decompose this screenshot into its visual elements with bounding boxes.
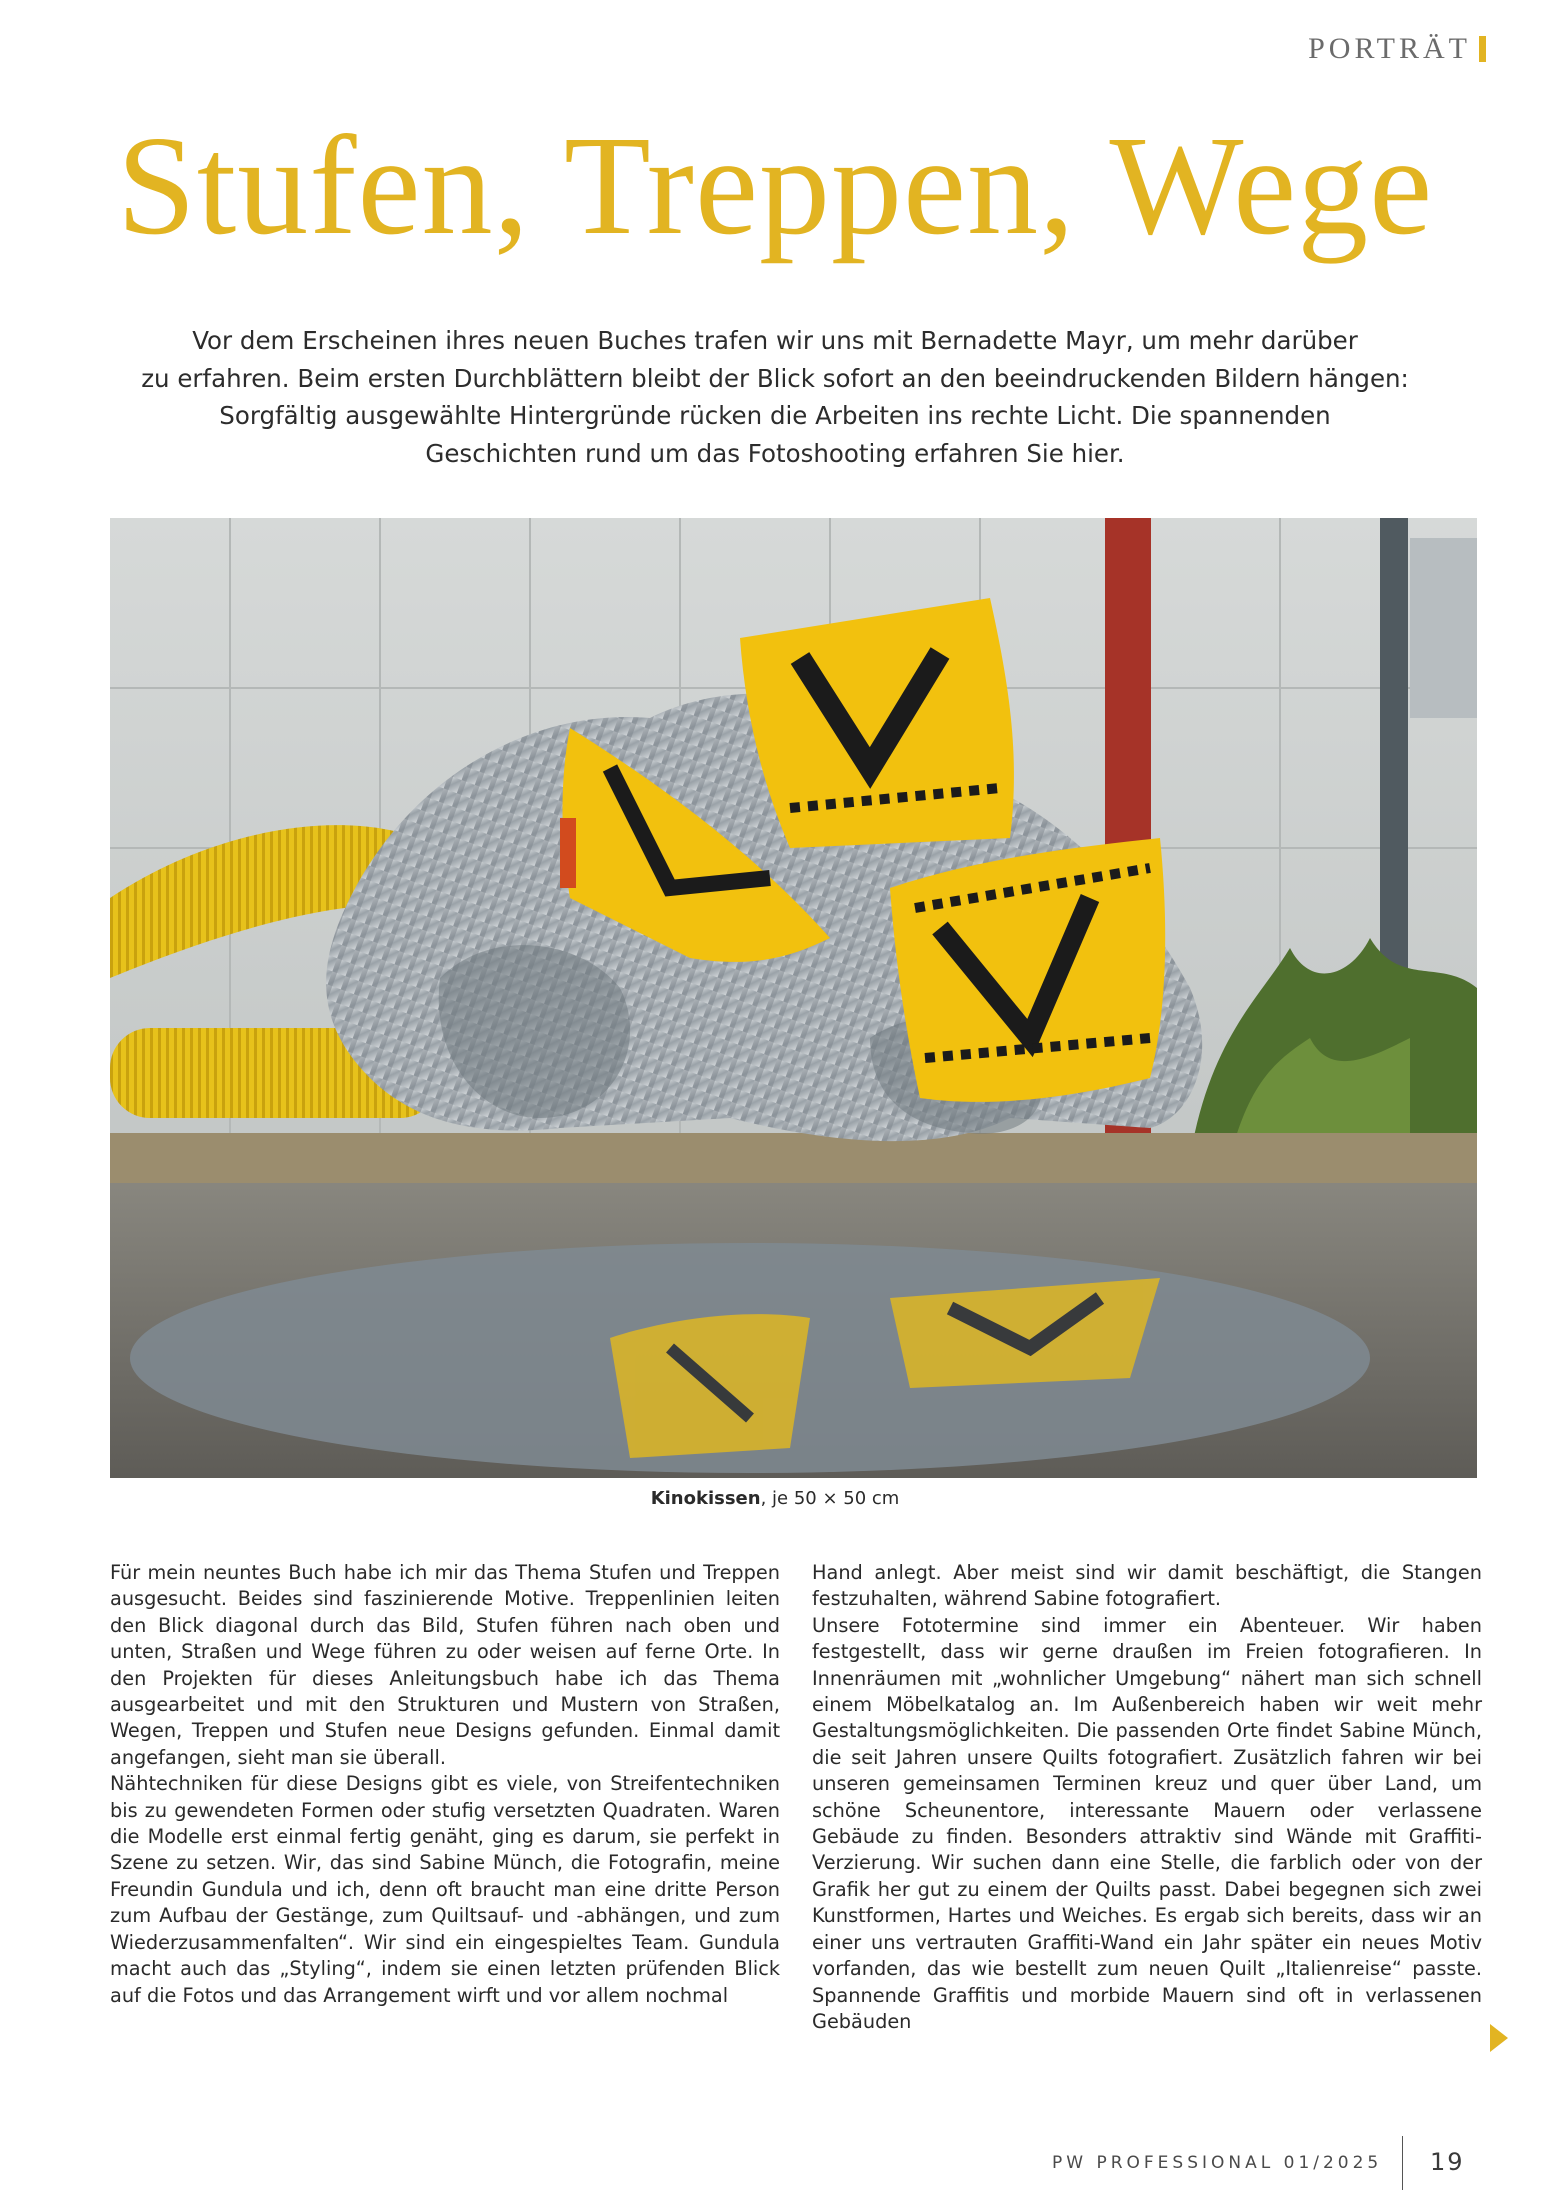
- photo-illustration: [110, 518, 1477, 1478]
- article-paragraph: Unsere Fototermine sind immer ein Abenteuer. Wir haben festgestellt, dass wir gerne draußen im Freien fotografieren. In Innenräumen mit „wohnlicher Umgebung“ nähert man sich schnell einem Möbelkatalog an. Im Außenbereich haben wir weit mehr Gestaltungsmöglichkeiten. Die passenden Orte findet Sabine Münch, die seit Jahren unsere Quilts fotografiert. Zusätzlich fahren wir bei unseren gemeinsamen Terminen kreuz und quer über Land, um schöne Scheunentore, interessante Mauern oder verlassene Gebäude zu finden. Besonders attraktiv sind Wände mit Graffiti-Verzierung. Wir suchen dann eine Stelle, die farblich oder von der Grafik her gut zu einem der Quilts passt. Dabei begegnen sich zwei Kunstformen, Hartes und Weiches. Es ergab sich bereits, dass wir an einer uns vertrauten Graffiti-Wand ein Jahr später ein neues Motiv vorfanden, das wie bestellt zum neuen Quilt „Italienreise“ passte. Spannende Graffitis und morbide Mauern sind oft in verlassenen Gebäuden: [812, 1613, 1482, 2033]
- intro-line: Vor dem Erscheinen ihres neuen Buches trafen wir uns mit Bernadette Mayr, um mehr darüber: [192, 326, 1358, 355]
- article-column-left: [110, 1560, 780, 2009]
- page-title: Stufen, Treppen, Wege: [116, 106, 1434, 264]
- caption-detail: , je 50 × 50 cm: [760, 1488, 900, 1509]
- footer-divider: [1402, 2136, 1403, 2190]
- intro-line: zu erfahren. Beim ersten Durchblättern bleibt der Blick sofort an den beeindruckenden Bildern hängen:: [141, 363, 1409, 393]
- photo-caption: [0, 1488, 1550, 1509]
- article-paragraph: Hand anlegt. Aber meist sind wir damit beschäftigt, die Stangen festzuhalten, während Sabine fotografiert.: [812, 1561, 1482, 1611]
- publication-footer: PW PROFESSIONAL 01/2025: [1052, 2153, 1383, 2173]
- intro-line: Geschichten rund um das Fotoshooting erfahren Sie hier.: [425, 438, 1125, 468]
- pillow-right: [890, 838, 1165, 1102]
- section-accent-bar: [1479, 36, 1486, 62]
- article-column-right: [812, 1560, 1482, 2035]
- continue-arrow-icon: [1490, 2024, 1508, 2052]
- section-label: [1308, 32, 1486, 66]
- caption-title: Kinokissen: [650, 1488, 761, 1509]
- page-number: 19: [1430, 2148, 1465, 2176]
- article-paragraph: Für mein neuntes Buch habe ich mir das Thema Stufen und Treppen ausgesucht. Beides sind faszinierende Motive. Treppenlinien leiten den Blick diagonal durch das Bild, Stufen führen nach oben und unten, Straßen und Wege führen zu oder weisen auf ferne Orte. In den Projekten für dieses Anleitungsbuch habe ich das Thema ausgearbeitet und mit den Strukturen und Mustern von Straßen, Wegen, Treppen und Stufen neue Designs gefunden. Einmal damit angefangen, sieht man sie überall.: [110, 1561, 780, 1769]
- intro-line: Sorgfältig ausgewählte Hintergründe rücken die Arbeiten ins rechte Licht. Die spannenden: [219, 401, 1331, 430]
- intro-paragraph: [140, 322, 1410, 472]
- article-paragraph: Nähtechniken für diese Designs gibt es viele, von Streifentechniken bis zu gewendeten Formen oder stufig versetzten Quadraten. Waren die Modelle erst einmal fertig genäht, ging es darum, sie perfekt in Szene zu setzen. Wir, das sind Sabine Münch, die Fotografin, meine Freundin Gundula und ich, denn oft braucht man eine dritte Person zum Aufbau der Gestänge, zum Quiltsauf- und -abhängen, und zum Wiederzusammenfalten“. Wir sind ein eingespieltes Team. Gundula macht auch das „Styling“, indem sie einen letzten prüfenden Blick auf die Fotos und das Arrangement wirft und vor allem nochmal: [110, 1772, 780, 2007]
- feature-photo: [110, 518, 1477, 1478]
- section-label-text: PORTRÄT: [1308, 32, 1471, 65]
- pillow-top: [740, 598, 1014, 848]
